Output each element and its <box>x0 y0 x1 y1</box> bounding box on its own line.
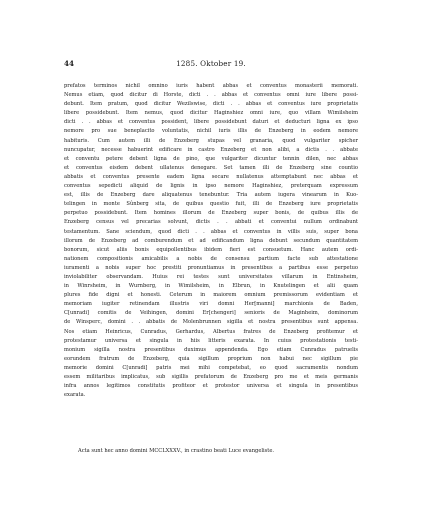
closing-line: Acta sunt hec anno domini MCCLXXXV., in crastino beati Luce evangeliste. <box>78 448 275 454</box>
text-line: prefatos terminos nichil omnino iuris habent abbas et conventus monasterii memorati. <box>64 83 358 89</box>
text-line: nuncupatur, necesse habuerint edificare in castro Enzeberg et non alibi, a dictis . . abbate <box>64 146 358 153</box>
page-number: 44 <box>64 59 75 68</box>
text-line: et conventu petere debent ligna de pino, que vulgariter dicuntur tennin dilen, nec abbas <box>64 155 358 162</box>
text-line: conventus sepedicti aliquid de lignis in ipso nemore Haginshiez, preterquam expressum <box>64 183 358 190</box>
text-line: essem militaribus implicatus, sub sigillis prefatorum de Enzeberg pro me et meis germanis <box>64 374 358 380</box>
text-line: monium sigilla nostra presentibus duximus appendenda. Ego etiam Cunradus patruelis <box>64 346 358 353</box>
text-line: est, illis de Enzeberg dare aliquatenus tenebuntur. Tria autem iugera vinearum in Kuo- <box>64 192 358 199</box>
text-line: nationem compositionis amicabilis a nobis de consensu partium facte sub attestatione <box>64 255 358 262</box>
text-line: testamentum. Sane sciendum, quod dicti . . abbas et conventus in villis suis, super bona <box>64 228 358 235</box>
text-line: Nos etiam Heinricus, Cunradus, Gerhardus, Albertus fratres de Enzeberg profitemur et <box>64 328 358 335</box>
text-line: et conventus eisdem debent ullatenus denegare. Set tamen illi de Enzeberg sine countio <box>64 164 358 171</box>
text-line: Nemus etiam, quod dicitur di Horste, dicti . . abbas et conventus omni iure libere possi- <box>64 92 358 99</box>
text-line: abbatis et conventus presente eadem ligna secare nullatenus attemptabunt nec abbas et <box>64 173 358 180</box>
text-line: protestamur universa et singula in hiis litteris exarata. In cuius protestationis testi- <box>64 337 358 344</box>
text-line: in Winrsheim, in Wurnberg, in Wimilsheim, in Elbrun, in Knutelingen et alii quam <box>64 283 358 290</box>
text-line: C[unradi] comitis de Veihingen, domini Er[chengeri] senioris de Maginheim, dominorum <box>64 310 358 317</box>
text-line: infra annos legitimos constitutis profiteor et protestor universa et singula in presentibus <box>64 383 358 390</box>
text-line: telingen in monte Sûnberg sita, de quibus questio fuit, illi de Enzeberg iure proprietatis <box>64 201 358 208</box>
text-line: habituris. Cum autem illi de Enzeberg stupas vel granaria, quod vulgariter spicher <box>64 137 358 144</box>
text-line: dicti . . abbas et conventus possident, libere possidebunt daturi et deducturi ligna ex ipso <box>64 119 358 126</box>
text-line: Enzeberg census vel precarias solvunt, dictis . . abbati et conventui nullum ordinabunt <box>64 219 358 226</box>
text-line: de Winsperc, domini . . abbatis de Molenbrunnen sigilla et nostra presentibus sunt appensa. <box>64 319 358 326</box>
text-line: exarata. <box>64 392 86 399</box>
header-title: 1285. Oktober 19. <box>176 59 246 68</box>
text-line: debunt. Item pratum, quod dicitur Wezilswise, dicti . . abbas et conventus iure proprietatis <box>64 101 358 108</box>
text-line: memoriam iugiter retinendam illustris viri domni Her[manni] marchionis de Baden, <box>64 301 358 308</box>
text-line: eorundem fratrum de Enzeberg, quia sigillum proprium non habui nec sigillum pie <box>64 355 358 362</box>
text-line: bonorum, sicut aliis bonis equipollentibus ibidem fieri est consuetum. Hanc autem ordi- <box>64 246 358 253</box>
text-line: plures fide digni et honesti. Ceterum in maiorem omnium premissorum evidentiam et <box>64 292 358 299</box>
text-line: perpetuo possidebunt. Item homines illorum de Enzeberg super bonis, de quibus illis de <box>64 210 358 217</box>
text-line: illorum de Enzeberg ad comburendum et ad edificandum ligna debunt secundum quantitatem <box>64 237 358 244</box>
text-line: iuramenti a nobis super hoc prestiti pronuntiamus in presentibus a partibus esse perpetuo <box>64 264 358 271</box>
text-line: inviolabiliter observandam. Huius rei testes sunt universitates villarum in Entinsheim, <box>64 273 358 280</box>
body-paragraph <box>64 82 358 400</box>
text-line: memorie domini C[unradi] patris mei mihi competebat, eo quod sacramentis nondum <box>64 364 358 371</box>
running-head <box>64 58 358 70</box>
text-line: nemore pro sue beneplacito voluntatis, nichil iuris illis de Enzeberg in eodem nemore <box>64 128 358 135</box>
text-line: libere possidebunt. Item nemus, quod dicitur Haginshiez omni iure, quo villam Wimilsheim <box>64 110 358 117</box>
